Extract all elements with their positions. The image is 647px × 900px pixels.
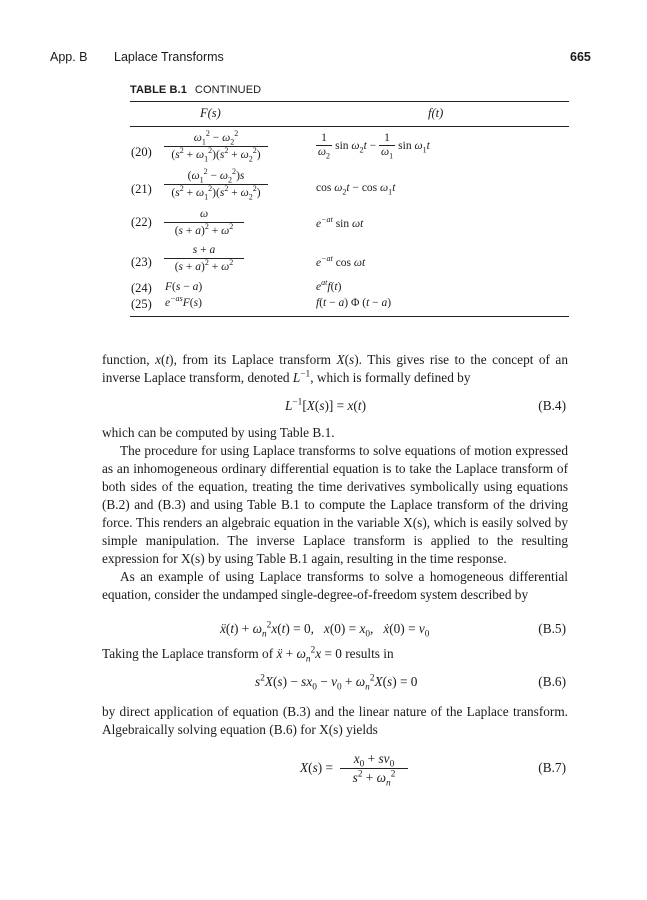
table-row-23-time-function: $e^{-at}$ cos ωt <box>316 254 366 269</box>
table-row-number: (21) <box>131 182 152 196</box>
page-number: 665 <box>570 50 591 64</box>
table-row-number: (20) <box>131 145 152 159</box>
running-header-appendix: App. B <box>50 50 88 64</box>
table-row-20-time-function: $\frac{1}{\omega_2}$ $\sin \omega_2t$ − $\frac{1}{\omega_1}$ $\sin \omega_1t$ <box>317 132 430 161</box>
paragraph-solution-procedure: The procedure for using Laplace transforms to solve equations of motion expressed as an inhomogeneous ordinary differential equation is to take the Laplace transform of both sides of the equation, treating the time derivatives symbolically using equations (B.2) and (B.3) and using Table B.1 to compute the Laplace transform of the driving force. This renders an algebraic equation in the variable X(s), which is easily solved by simple manipulation. The inverse Laplace transform is applied to the resulting expression for X(s) by using Table B.1 again, resulting in the time response. <box>102 443 568 566</box>
equation-b5: ẍ(t) + $\omega_n^2x(t) = 0$, $x(0) = x_0$, ẋ(0) = $v_0$ <box>220 620 430 640</box>
table-caption <box>130 84 261 96</box>
column-header-F-of-s: F(s) <box>200 106 221 120</box>
table-row-number: (22) <box>131 215 152 229</box>
running-header-title: Laplace Transforms <box>114 50 224 64</box>
paragraph-table-reference: which can be computed by using Table B.1. <box>102 425 335 440</box>
table-top-rule <box>130 101 569 102</box>
paragraph-algebraic-solution: by direct application of equation (B.3) and the linear nature of the Laplace transform. Algebraically solving equation (B.6) for X(s) yields <box>102 704 568 737</box>
equation-b7: X(s) = <box>300 760 334 775</box>
paragraph-inverse-transform-intro: function, x(t), from its Laplace transform X(s). This gives rise to the concept of an inverse Laplace transform, denoted $L^{-1}$, which is formally defined by <box>102 352 568 385</box>
table-row-22-transform: ω $(s + a)^2 + \omega^2$ <box>164 207 244 238</box>
table-header-rule <box>130 126 569 127</box>
equation-b6: $s^2X(s) - sx_0 - v_0 + \omega_n^2X(s) = 0$ <box>255 673 418 693</box>
column-header-f-of-t: f(t) <box>428 106 444 120</box>
paragraph-procedure <box>102 424 568 604</box>
table-row-21-time-function: $\cos \omega_2t - \cos \omega_1t$ <box>316 182 396 197</box>
paragraph-taking-transform: Taking the Laplace transform of ẍ + $\omega_n^2x = 0$ results in <box>102 645 394 665</box>
equation-number-b5: (B.5) <box>538 621 566 636</box>
table-label: TABLE B.1 <box>130 84 187 96</box>
table-caption-text: CONTINUED <box>194 84 262 96</box>
table-bottom-rule <box>130 316 569 317</box>
table-row-23-transform: s + a $(s + a)^2 + \omega^2$ <box>164 243 244 274</box>
equation-number-b6: (B.6) <box>538 674 566 689</box>
table-row-21-transform: $(\omega_1^2 - \omega_2^2)s$ $(s^2 + \omega_1^2)(s^2 + \omega_2^2)$ <box>164 169 268 200</box>
table-row-24-transform: F(s − a) <box>165 281 203 293</box>
table-row-25-transform: $e^{-as}F(s)$ <box>165 294 202 309</box>
table-row-number: (23) <box>131 255 152 269</box>
equation-number-b4: (B.4) <box>538 398 566 413</box>
table-row-20-transform: $\omega_1^2 - \omega_2^2$ $(s^2 + \omega_1^2)(s^2 + \omega_2^2)$ <box>164 131 268 162</box>
paragraph-homogeneous-example: As an example of using Laplace transforms to solve a homogeneous differential equation, consider the undamped single-degree-of-freedom system described by <box>102 569 568 602</box>
table-row-number: (24) <box>131 281 152 295</box>
equation-number-b7: (B.7) <box>538 760 566 775</box>
table-row-25-time-function: f(t − a) Φ (t − a) <box>316 297 392 309</box>
equation-b4: $L^{-1}[X(s)] = x(t)$ <box>285 397 366 413</box>
table-row-number: (25) <box>131 297 152 311</box>
equation-b7-fraction: $x_0 + sv_0$ $s^2 + \omega_n^2$ <box>340 751 408 786</box>
table-row-24-time-function: $e^{at}f(t)$ <box>316 278 342 293</box>
table-row-22-time-function: $e^{-at}$ sin ωt <box>316 215 364 230</box>
